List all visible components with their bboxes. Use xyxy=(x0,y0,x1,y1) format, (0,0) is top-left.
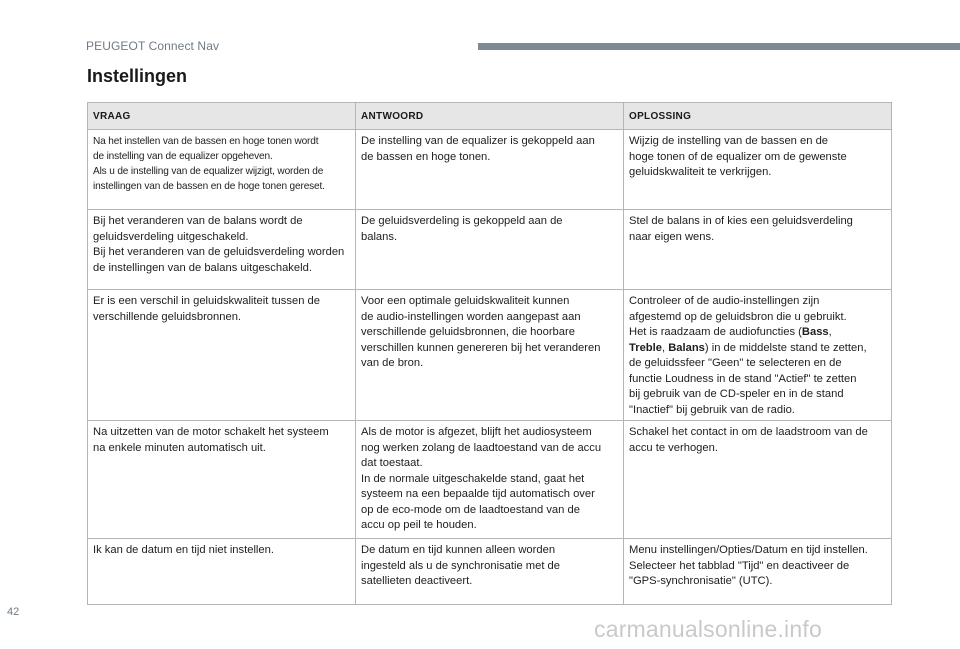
solution-outro: ) in de middelste stand te zetten, de geluidssfeer "Geen" te selecteren en de functie Loudness in de stand "Actief" te zetten bij gebruik van de CD-speler en in de stand "Inactief" bij gebruik van de radio. xyxy=(629,341,867,416)
table-row xyxy=(88,210,892,290)
page-title: Instellingen xyxy=(87,66,188,86)
term-treble: Treble xyxy=(629,341,662,354)
answer-cell: De datum en tijd kunnen alleen worden ingesteld als u de synchronisatie met de satellieten deactiveert. xyxy=(356,539,624,605)
table-row xyxy=(88,421,892,539)
table-row xyxy=(88,539,892,605)
table-row xyxy=(88,130,892,210)
column-header-solution: OPLOSSING xyxy=(624,103,892,130)
table-row xyxy=(88,290,892,421)
solution-intro: Controleer of de audio-instellingen zijn afgestemd op de geluidsbron die u gebruikt. Het is raadzaam de audiofuncties ( xyxy=(629,295,847,338)
term-balans: Balans xyxy=(668,341,705,354)
question-cell: Bij het veranderen van de balans wordt de geluidsverdeling uitgeschakeld. Bij het veranderen van de geluidsverdeling worden de instellingen van de balans uitgeschakeld. xyxy=(88,210,356,290)
solution-cell: Menu instellingen/Opties/Datum en tijd instellen. Selecteer het tabblad "Tijd" en deactiveer de "GPS-synchronisatie" (UTC). xyxy=(624,539,892,605)
question-cell: Ik kan de datum en tijd niet instellen. xyxy=(88,539,356,605)
answer-cell: De instelling van de equalizer is gekoppeld aan de bassen en hoge tonen. xyxy=(356,130,624,210)
solution-separator: , xyxy=(661,341,669,354)
solution-separator: , xyxy=(828,326,832,338)
header-bar xyxy=(478,43,960,50)
watermark: carmanualsonline.info xyxy=(594,616,822,642)
faq-table xyxy=(87,102,892,605)
solution-cell: Stel de balans in of kies een geluidsverdeling naar eigen wens. xyxy=(624,210,892,290)
solution-cell: Wijzig de instelling van de bassen en de hoge tonen of de equalizer om de gewenste geluidskwaliteit te verkrijgen. xyxy=(624,130,892,210)
answer-cell: Voor een optimale geluidskwaliteit kunnen de audio-instellingen worden aangepast aan verschillende geluidsbronnen, die hoorbare verschillen kunnen genereren bij het veranderen van de bron. xyxy=(356,290,624,421)
question-cell: Er is een verschil in geluidskwaliteit tussen de verschillende geluidsbronnen. xyxy=(88,290,356,421)
column-header-answer: ANTWOORD xyxy=(356,103,624,130)
question-cell: Na uitzetten van de motor schakelt het systeem na enkele minuten automatisch uit. xyxy=(88,421,356,539)
question-cell: Na het instellen van de bassen en hoge tonen wordt de instelling van de equalizer opgeheven. Als u de instelling van de equalizer wijzigt, worden de instellingen van de bassen en de hoge tonen gereset. xyxy=(88,130,356,210)
answer-cell: Als de motor is afgezet, blijft het audiosysteem nog werken zolang de laadtoestand van de accu dat toestaat. In de normale uitgeschakelde stand, gaat het systeem na een bepaalde tijd automatisch over op de eco-mode om de laadtoestand van de accu op peil te houden. xyxy=(356,421,624,539)
page-number: 42 xyxy=(7,606,20,618)
manual-brand: PEUGEOT Connect Nav xyxy=(86,39,220,53)
answer-cell: De geluidsverdeling is gekoppeld aan de balans. xyxy=(356,210,624,290)
table-header-row xyxy=(88,103,892,130)
term-bass: Bass xyxy=(801,326,829,338)
solution-cell: Schakel het contact in om de laadstroom van de accu te verhogen. xyxy=(624,421,892,539)
column-header-question: VRAAG xyxy=(88,103,356,130)
solution-cell xyxy=(624,290,892,421)
